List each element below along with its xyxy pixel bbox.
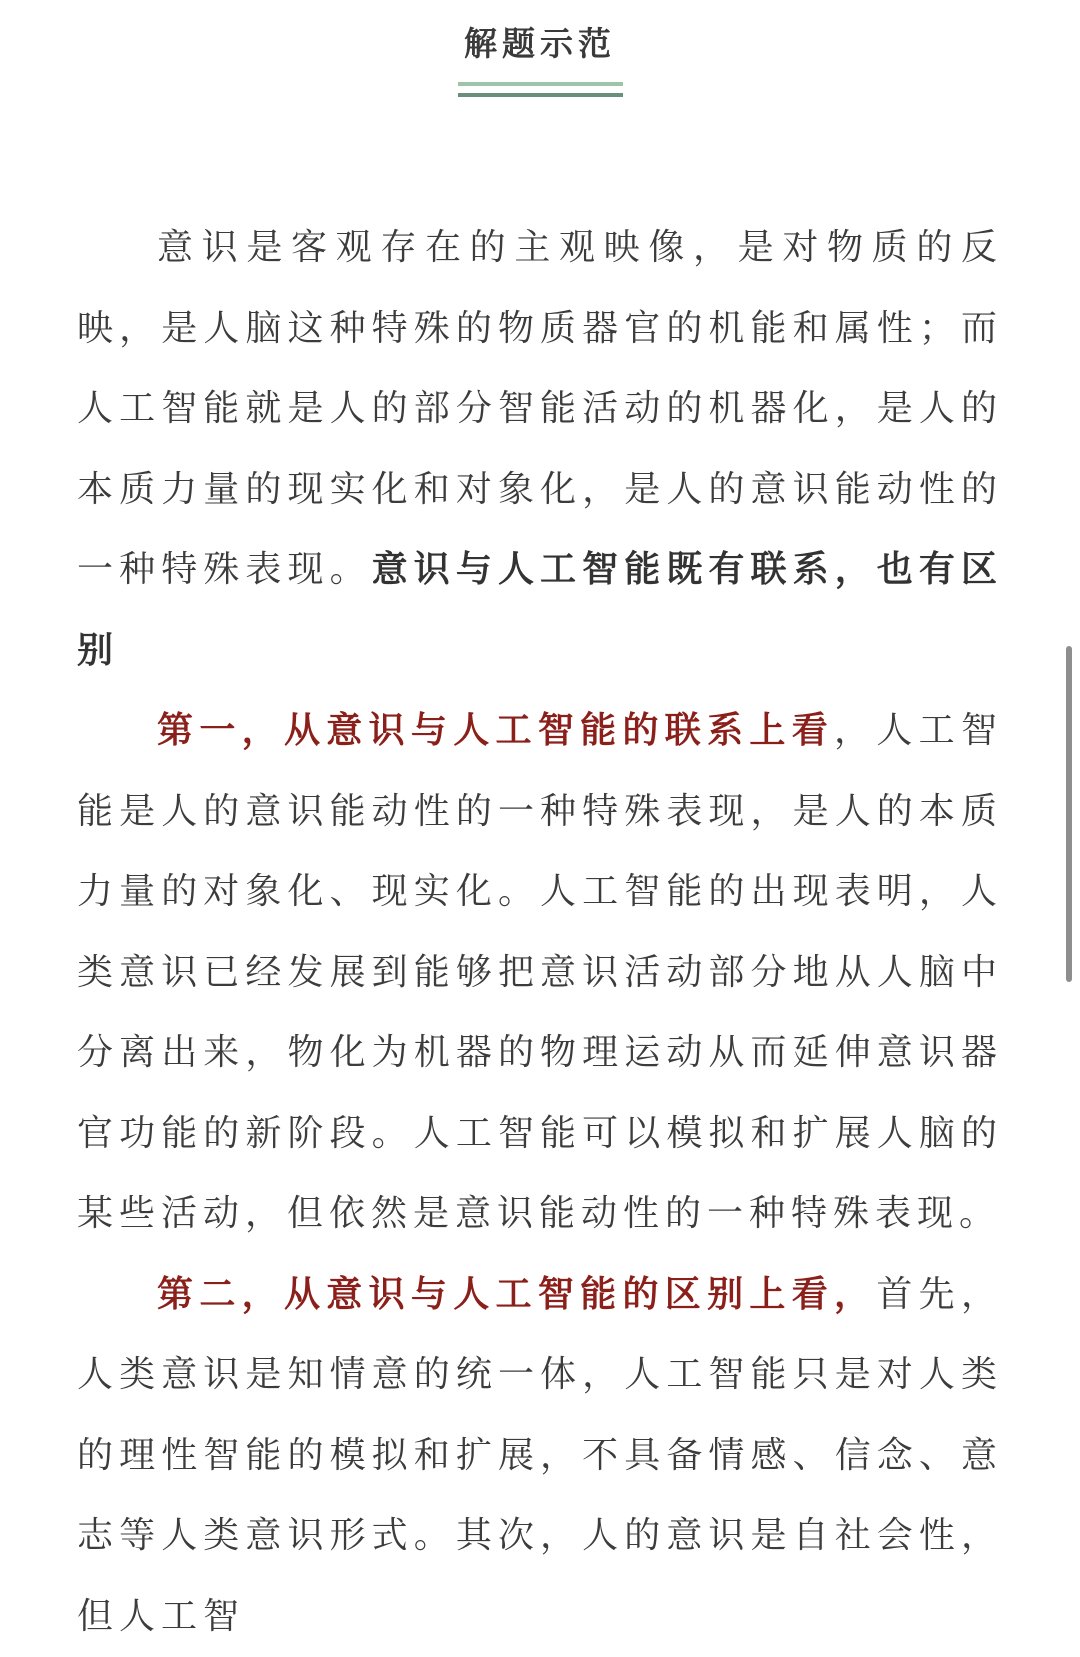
paragraph-intro — [77, 208, 1003, 691]
vertical-scrollbar[interactable] — [1066, 646, 1072, 982]
paragraph-intro-text: 意识是客观存在的主观映像，是对物质的反映，是人脑这种特殊的物质器官的机能和属性；而人工智能就是人的部分智能活动的机器化，是人的本质力量的现实化和对象化，是人的意识能动性的一种特殊表现。 — [77, 227, 1003, 590]
paragraph-first-text: ，人工智能是人的意识能动性的一种特殊表现，是人的本质力量的对象化、现实化。人工智能的出现表明，人类意识已经发展到能够把意识活动部分地从人脑中分离出来，物化为机器的物理运动从而延伸意识器官功能的新阶段。人工智能可以模拟和扩展人脑的某些活动，但依然是意识能动性的一种特殊表现。 — [77, 710, 1003, 1234]
paragraph-intro-emphasis: 意识与人工智能既有联系，也有区别 — [77, 549, 1003, 671]
title-underline-dark — [458, 93, 623, 97]
page-title: 解题示范 — [0, 18, 1080, 65]
paragraph-second-heading: 第二，从意识与人工智能的区别上看， — [157, 1274, 876, 1315]
title-underline-light — [458, 82, 623, 86]
section-header — [0, 0, 1080, 110]
paragraph-first — [77, 691, 1003, 1255]
paragraph-second — [77, 1255, 1003, 1657]
paragraph-first-heading: 第一，从意识与人工智能的联系上看 — [157, 710, 834, 751]
paragraph-second-text: 首先，人类意识是知情意的统一体，人工智能只是对人类的理性智能的模拟和扩展，不具备情感、信念、意志等人类意识形式。其次，人的意识是自社会性，但人工智 — [77, 1274, 1003, 1637]
